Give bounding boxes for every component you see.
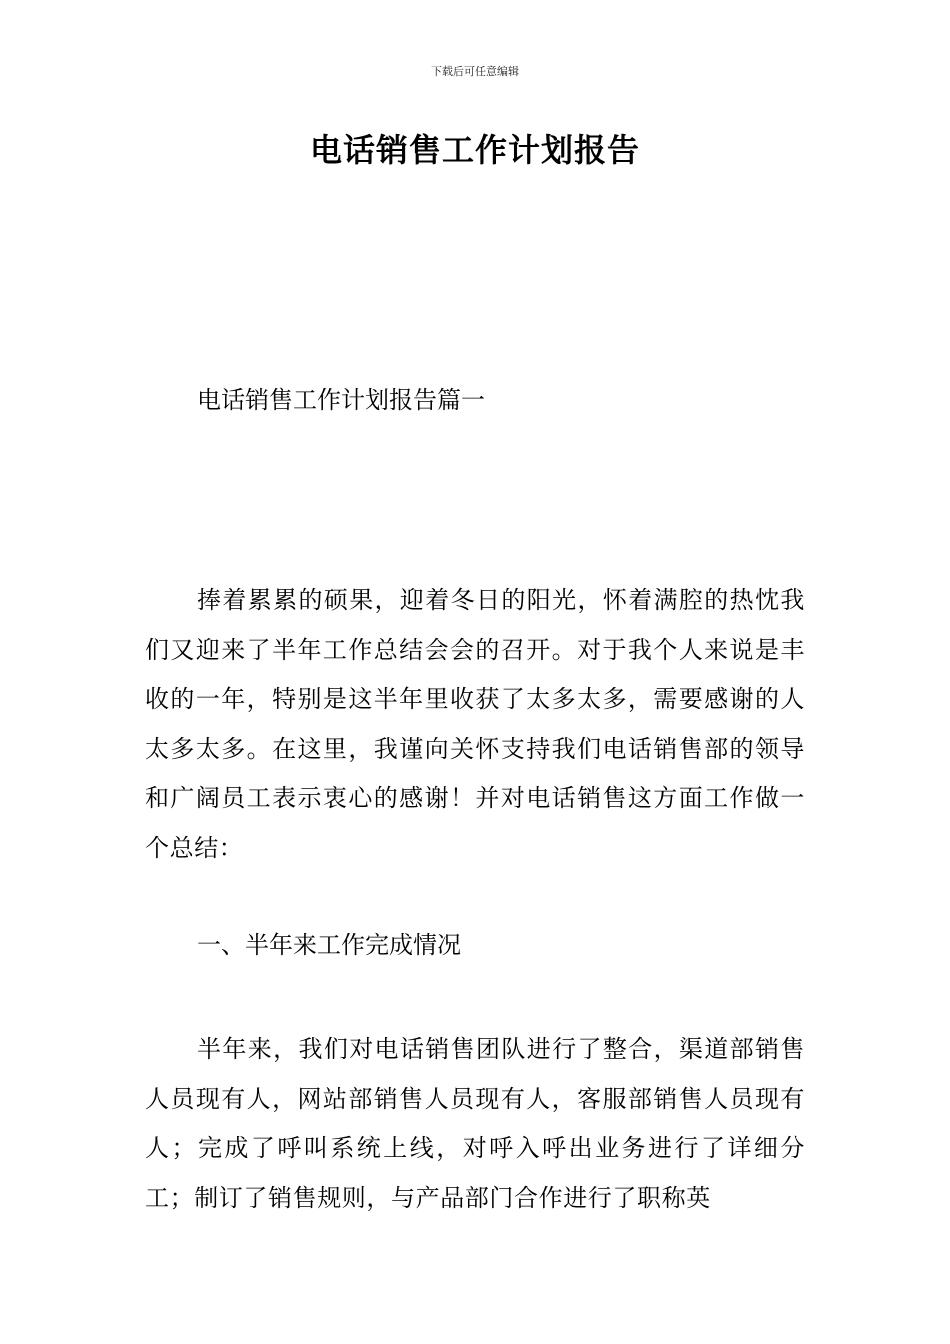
subheading-work-completion: 一、半年来工作完成情况: [197, 931, 461, 959]
section-heading: 电话销售工作计划报告篇一: [197, 386, 485, 414]
body-paragraph-1: 捧着累累的硕果，迎着冬日的阳光，怀着满腔的热忱我们又迎来了半年工作总结会会的召开。对于我个人来说是丰收的一年，特别是这半年里收获了太多太多，需要感谢的人太多太多。在这里，我谨向关怀支持我们电话销售部的领导和广阔员工表示衷心的感谢！并对电话销售这方面工作做一个总结：: [145, 586, 805, 862]
header-note: 下载后可任意编辑: [431, 65, 519, 78]
document-title: 电话销售工作计划报告: [309, 131, 640, 169]
body-paragraph-2: 半年来，我们对电话销售团队进行了整合，渠道部销售人员现有人，网站部销售人员现有人，客服部销售人员现有人；完成了呼叫系统上线，对呼入呼出业务进行了详细分工；制订了销售规则，与产品部门合作进行了职称英: [145, 1035, 805, 1212]
